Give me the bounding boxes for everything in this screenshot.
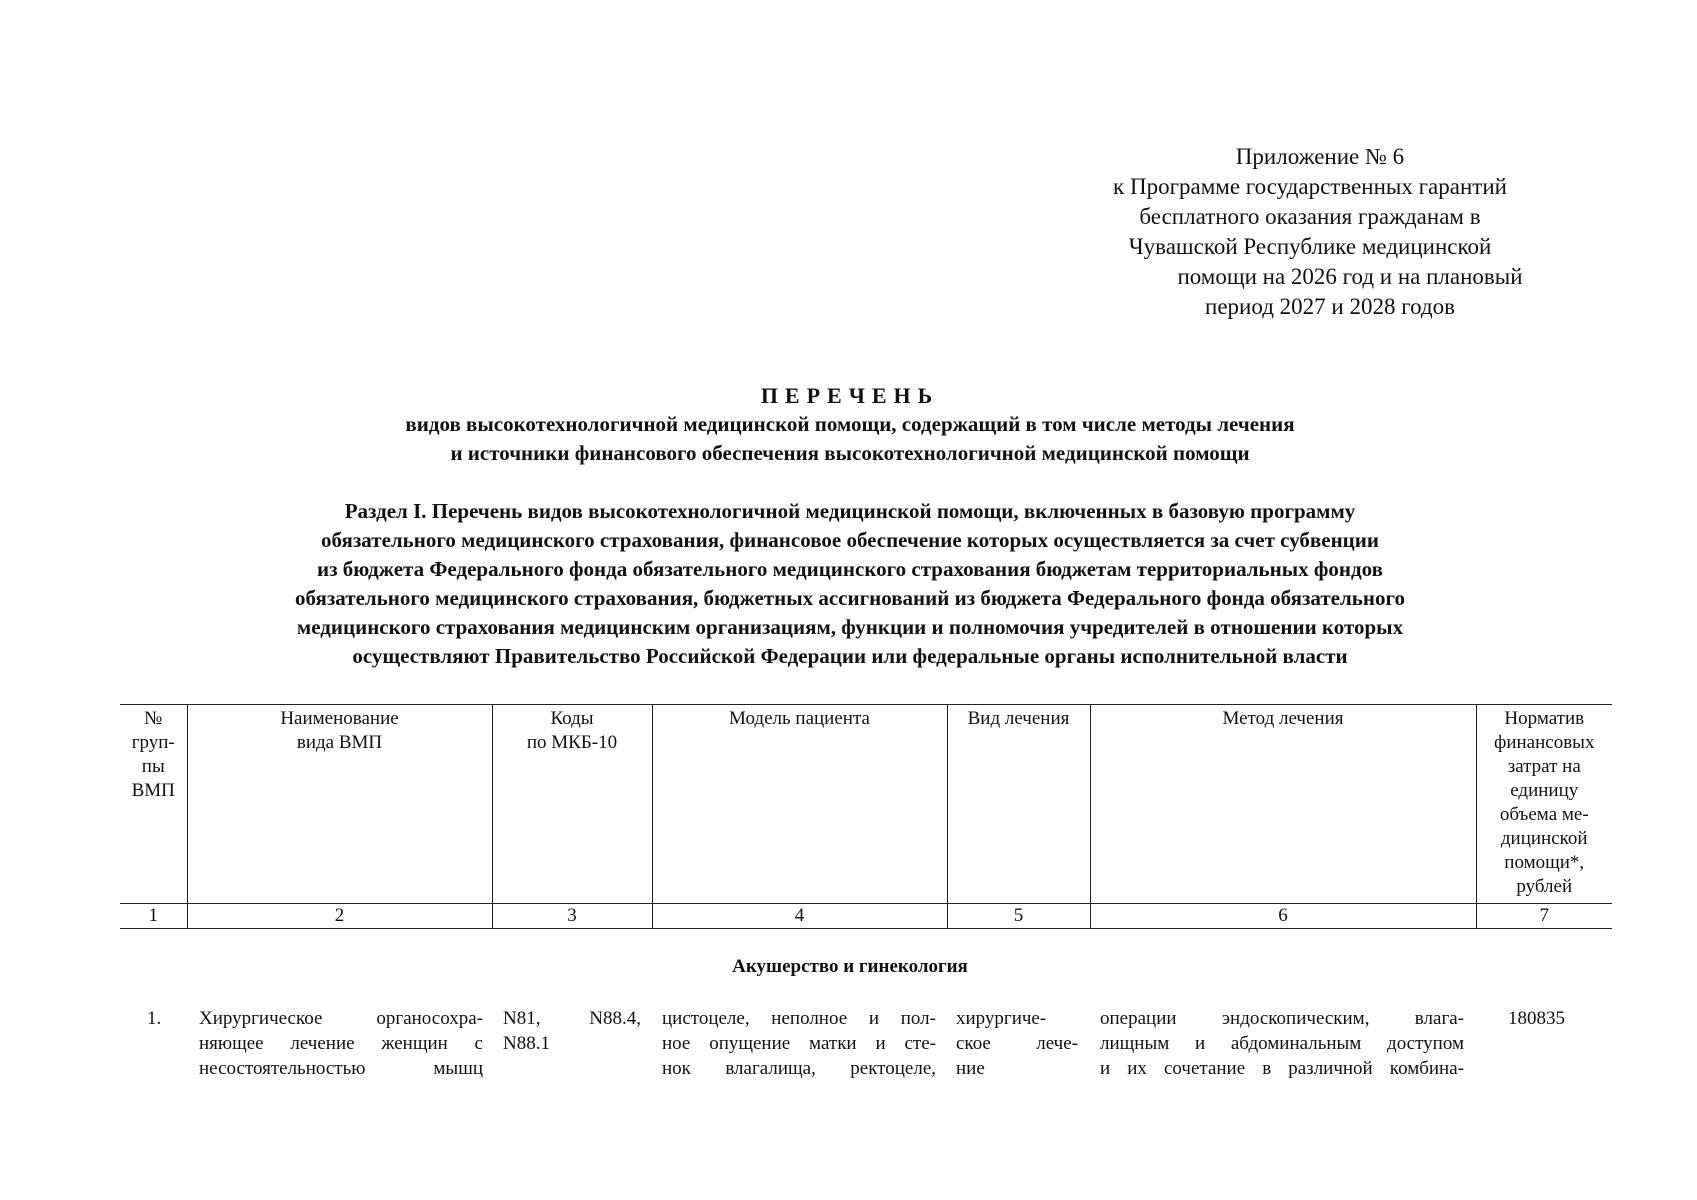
column-number: 7	[1476, 904, 1612, 929]
column-number-row	[120, 904, 1612, 929]
col-header-treatment-type: Вид лечения	[947, 705, 1090, 904]
row-patient-model: цистоцеле, неполное и пол- ное опущение матки и сте- нок влагалища, ректоцеле,	[662, 1008, 936, 1079]
section-line: обязательного медицинского страхования, бюджетных ассигнований из бюджета Федерального фонда обязательного	[295, 586, 1405, 610]
title-main: ПЕРЕЧЕНЬ	[760, 383, 940, 408]
col-header-vmp-name: Наименование вида ВМП	[187, 705, 492, 904]
column-number: 4	[652, 904, 947, 929]
col-header-treatment-method: Метод лечения	[1090, 705, 1476, 904]
section-line: из бюджета Федерального фонда обязательного медицинского страхования бюджетам территориальных фондов	[317, 557, 1383, 581]
col-header-cost-standard: Норматив финансовых затрат на единицу объема ме- дицинской помощи*, рублей	[1476, 705, 1612, 904]
row-treatment-method: операции эндоскопическим, влага- лищным и абдоминальным доступом и их сочетание в различной комбина-	[1100, 1008, 1464, 1079]
row-icd-codes: N81, N88.4, N88.1	[503, 1008, 641, 1054]
appendix-line: помощи на 2026 год и на плановый	[1177, 264, 1523, 289]
appendix-line: к Программе государственных гарантий	[1113, 174, 1507, 199]
title-line: и источники финансового обеспечения высокотехнологичной медицинской помощи	[450, 441, 1250, 465]
specialty-title: Акушерство и гинекология	[732, 956, 968, 977]
appendix-line: период 2027 и 2028 годов	[1205, 294, 1455, 319]
column-number: 6	[1090, 904, 1476, 929]
row-number: 1.	[147, 1008, 162, 1029]
row-cost: 180835	[1508, 1008, 1565, 1029]
header-row	[120, 705, 1612, 904]
column-number: 3	[492, 904, 652, 929]
vmp-table-header	[120, 704, 1612, 929]
appendix-note	[1080, 142, 1580, 322]
col-header-group-number: № груп- пы ВМП	[120, 705, 187, 904]
section-line: медицинского страхования медицинским организациям, функции и полномочия учредителей в отношении которых	[296, 615, 1404, 639]
section-heading	[120, 497, 1580, 671]
section-line: обязательного медицинского страхования, финансовое обеспечение которых осуществляется за счет субвенции	[321, 528, 1379, 552]
column-number: 1	[120, 904, 187, 929]
section-line: Раздел I. Перечень видов высокотехнологичной медицинской помощи, включенных в базовую программу	[344, 499, 1356, 523]
col-header-patient-model: Модель пациента	[652, 705, 947, 904]
section-line: осуществляют Правительство Российской Федерации или федеральные органы исполнительной власти	[352, 644, 1348, 668]
col-header-icd-codes: Коды по МКБ-10	[492, 705, 652, 904]
title-line: видов высокотехнологичной медицинской помощи, содержащий в том числе методы лечения	[405, 412, 1295, 436]
appendix-line: Чувашской Республике медицинской	[1128, 234, 1492, 259]
column-number: 2	[187, 904, 492, 929]
appendix-line: Приложение № 6	[1235, 144, 1405, 169]
column-number: 5	[947, 904, 1090, 929]
row-treatment-type: хирургиче- ское лече- ние	[956, 1008, 1078, 1079]
document-title	[120, 381, 1580, 468]
appendix-line: бесплатного оказания гражданам в	[1139, 204, 1481, 229]
row-vmp-name: Хирургическое органосохра- няющее лечение женщин с несостоятельностью мышц	[199, 1008, 483, 1079]
